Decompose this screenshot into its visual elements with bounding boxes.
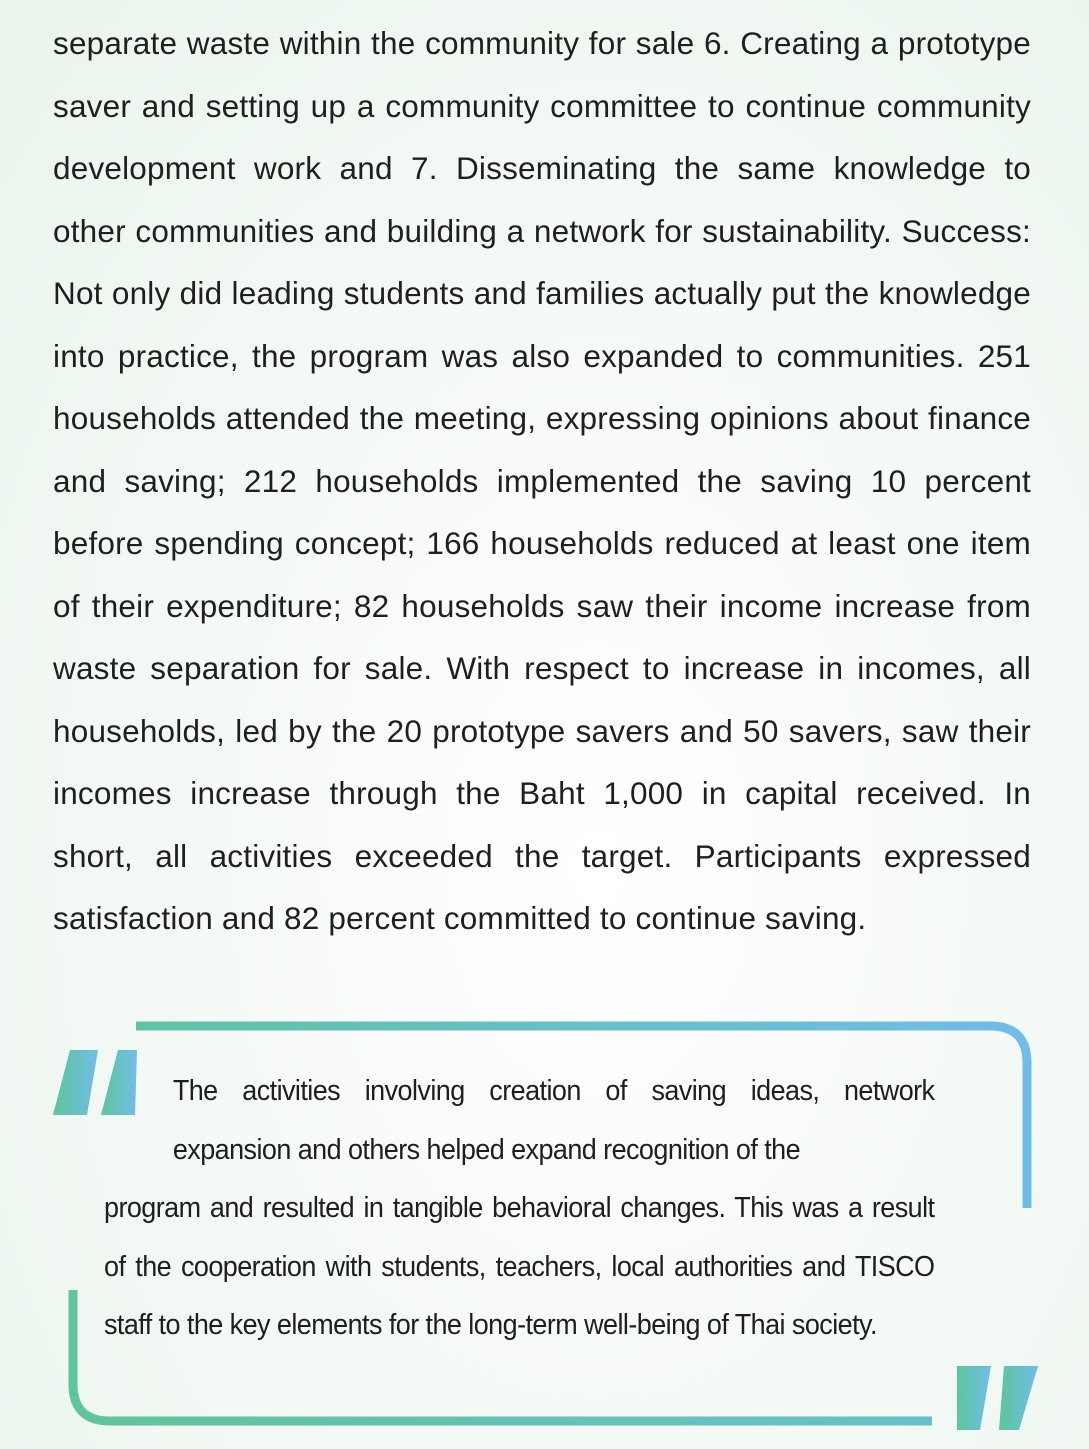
close-quote-icon (957, 1366, 1038, 1430)
quote-lead: The activities involving creation of saving ideas, network expansion and others helped expand recognition of the (172, 1075, 935, 1166)
body-paragraph: separate waste within the community for sale 6. Creating a prototype saver and setting up a community committee to continue community development work and 7. Disseminating the same knowledge to other communities and building a network for sustainability. Success: Not only did leading students and families actually put the knowledge into practice, the program was also expanded to communities. 251 households attended the meeting, expressing opinions about finance and saving; 212 households implemented the saving 10 percent before spending concept; 166 households reduced at least one item of their expenditure; 82 households saw their income increase from waste separation for sale. With respect to increase in incomes, all households, led by the 20 prototype savers and 50 savers, saw their incomes increase through the Baht 1,000 in capital received. In short, all activities exceeded the target. Participants expressed satisfaction and 82 percent committed to continue saving. (53, 25, 1031, 936)
quote-text (104, 1062, 934, 1355)
quote-rest: program and resulted in tangible behavioral changes. This was a result of the cooperation with students, teachers, local authorities and TISCO staff to the key elements for the long-term well-being of Thai society. (104, 1192, 935, 1341)
